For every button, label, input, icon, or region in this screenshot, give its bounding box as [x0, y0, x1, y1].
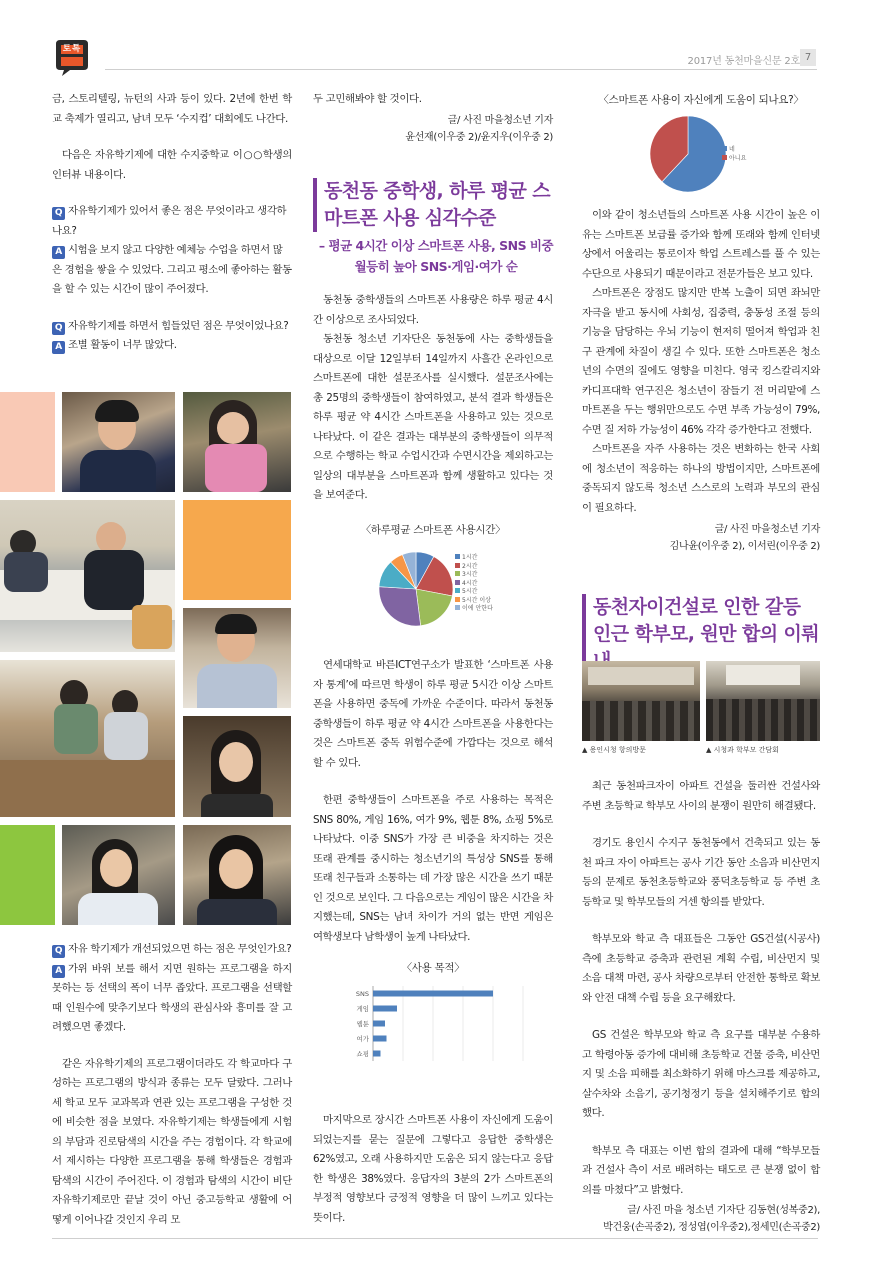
student-photo-2 — [183, 392, 291, 492]
col3-paragraph-5: 경기도 용인시 수지구 동천동에서 건축되고 있는 동천 파크 자이 아파트는 공사 기간 동안 소음과 비산먼지 등의 문제로 동천초등학교와 풍덕초등학교 등 주변 초등학교 및 학부모들의 거센 항의를 받았다. — [582, 837, 820, 908]
a-badge-icon: A — [52, 246, 65, 259]
q-badge-icon: Q — [52, 207, 65, 220]
col2-paragraph-4: 한편 중학생들이 스마트폰을 주로 사용하는 목적은 SNS 80%, 게임 16%, 여가 9%, 웹툰 8%, 쇼핑 5%로 나타났다. 이중 SNS가 가장 큰 비중을 차지하는 것은 또래 관계를 중시하는 청소년기의 특성상 SNS를 통해 또래 친구들과 소통하는 데 가장 많은 시간을 쓰기 때문인 것으로 보인다. 그 다음으로는 게임이 많은 시간을 차지했는데, SNS는 남녀 차이가 거의 없는 반면 게임은 여학생보다 남학생이 높게 나타났다. — [313, 794, 553, 943]
meeting-photo-2 — [706, 661, 820, 741]
legend-item — [722, 146, 746, 155]
legend-hours — [455, 554, 493, 614]
col3-paragraph-3: 스마트폰을 자주 사용하는 것은 변화하는 한국 사회에 청소년이 적응하는 하나의 방법이지만, 스마트폰에 중독되지 않도록 청소년 스스로의 노력과 부모의 관심이 필요하다. — [582, 443, 820, 514]
a-badge-icon: A — [52, 341, 65, 354]
column-2 — [313, 90, 553, 146]
issue-title: 2017년 동천마을신문 2호 — [687, 56, 800, 67]
headline-text: 동천동 중학생, 하루 평균 스마트폰 사용 심각수준 — [324, 180, 550, 229]
photo-collage — [0, 392, 292, 932]
bar-2 — [373, 1006, 397, 1012]
col2-paragraph-5: 마지막으로 장시간 스마트폰 사용이 자신에게 도움이 되었는지를 묻는 질문에 그렇다고 응답한 중학생은 62%였고, 오래 사용하지만 도움은 되지 않는다고 응답한 학생은 38%였다. 응답자의 3분의 2가 스마트폰의 부정적 영향보다 긍정적 영향을 더 많이 느끼고 있다는 뜻이다. — [313, 1114, 553, 1224]
col2-body-1 — [313, 291, 553, 506]
legend-swatch — [455, 571, 460, 576]
a-badge-icon: A — [52, 965, 65, 978]
chart-title-hours: 〈하루평균 스마트폰 사용시간〉 — [360, 524, 506, 536]
legend-item — [455, 554, 493, 563]
bar-chart-purpose — [343, 982, 543, 1072]
q-badge-icon: Q — [52, 945, 65, 958]
student-photo-5 — [62, 825, 175, 925]
chart-helpful — [582, 110, 820, 198]
interview-answer-1: A 시험을 보지 않고 다양한 예체능 수업을 하면서 많은 경험을 쌓을 수 있었다. 그리고 평소에 좋아하는 활동을 할 수 있는 시간이 많이 주어졌다. — [52, 244, 292, 295]
col3-paragraph-6: 학부모와 학교 측 대표들은 그동안 GS건설(시공사) 측에 초등학교 증축과 관련된 계획 수립, 비산먼지 및 소음 대책 마련, 공사 차량으로부터 안전한 통학로 확보와 안전 대책 수립 등을 요구해왔다. — [582, 933, 820, 1004]
interview-question-1: Q 자유학기제가 있어서 좋은 점은 무엇이라고 생각하나요? — [52, 205, 287, 237]
student-photo-3 — [183, 608, 291, 708]
col1-paragraph-1: 금, 스토리텔링, 뉴턴의 사과 등이 있다. 2년에 한번 학교 축제가 열리고, 남녀 모두 ‘수지컵’ 대회에도 나간다. — [52, 93, 292, 125]
bar-grid — [373, 986, 523, 1061]
pie-slice-4 — [379, 587, 421, 626]
col1-paragraph-3: 같은 자유학기제의 프로그램이더라도 각 학교마다 구성하는 프로그램의 방식과 종류는 모두 달랐다. 그러나 세 학교 모두 교과목과 연관 있는 프로그램을 구성한 것에 비슷한 점을 보였다. 자유학기제는 학생들에게 시험의 부담과 진로탐색의 시간을 주는 경험이다. 각 학교에서 제시하는 다양한 프로그램을 통해 학생들은 경험과 탐색의 시간이 주어진다. 이 경험과 탐색의 시간이 비단 자유학기제로만 끝날 것이 아닌 중고등학교 생활에 어떻게 이어나갈 것인지 우리 모 — [52, 1057, 292, 1226]
headline-2-text: 동천자이건설로 인한 갈등 인근 학부모, 원만 합의 이뤄 — [593, 596, 819, 645]
student-photo-4 — [183, 716, 291, 817]
chart-title-helpful: 〈스마트폰 사용이 자신에게 도움이 되나요?〉 — [598, 94, 804, 106]
photo-caption-2: ▲ 시청과 학부모 간담회 — [706, 746, 779, 754]
col2-body-2 — [313, 656, 553, 947]
bar-3 — [373, 1021, 385, 1027]
col3-paragraph-1: 이와 같이 청소년들의 스마트폰 사용 시간이 높은 이유는 스마트폰 보급률 증가와 함께 또래와 함께 인터넷상에서 어울리는 통로이자 학업 스트레스를 풀 수 있는 수단으로 사용되기 때문이라고 전문가들은 보고 있다. — [582, 209, 820, 280]
column-1-lower — [52, 940, 292, 1230]
credit-line-6: 박건웅(손곡중2), 정성엽(이우중2),정세민(손곡중2) — [603, 1222, 820, 1233]
bar-category-label: 웹툰 — [356, 1020, 369, 1028]
credit-line-3: 글/ 사진 마을청소년 기자 — [714, 524, 820, 535]
credit-line-5: 글/ 사진 마을 청소년 기자단 김동현(성복중2), — [627, 1205, 820, 1216]
legend-item — [455, 563, 493, 572]
legend-item — [455, 597, 493, 606]
interview-question-3: Q 자유 학기제가 개선되었으면 하는 점은 무엇인가요? — [52, 940, 292, 960]
legend-item — [455, 605, 493, 614]
bar-category-label: 게임 — [356, 1005, 369, 1013]
interview-answer-2: A 조별 활동이 너무 많았다. — [52, 336, 292, 356]
col3-body-1 — [582, 206, 820, 555]
credit-line-4: 김나윤(이우중 2), 이서린(이우중 2) — [669, 541, 820, 552]
page-number: 7 — [800, 49, 816, 66]
interview-question-2: Q 자유학기제를 하면서 힘들었던 점은 무엇이었나요? — [52, 317, 292, 337]
bar-category-label: 여가 — [356, 1035, 369, 1043]
color-block-green — [0, 825, 55, 925]
legend-swatch — [455, 563, 460, 568]
col3-body-2 — [582, 777, 820, 1236]
chart-purpose — [313, 978, 553, 1072]
legend-label: 네 — [729, 146, 735, 153]
legend-swatch — [722, 155, 727, 160]
legend-item — [455, 588, 493, 597]
col2-body-3 — [313, 1111, 553, 1228]
photo-caption-1: ▲ 용인시청 항의방문 — [582, 746, 646, 754]
legend-label: 5시간 — [462, 588, 478, 595]
q-badge-icon: Q — [52, 322, 65, 335]
student-photo-1 — [62, 392, 175, 492]
credit-line-1: 글/ 사진 마을청소년 기자 — [447, 114, 553, 126]
legend-helpful — [722, 146, 746, 163]
pie-chart-helpful — [648, 114, 728, 194]
logo — [52, 38, 92, 78]
color-block-orange — [183, 500, 291, 600]
col2-paragraph-1: 동천동 중학생들의 스마트폰 사용량은 하루 평균 4시간 이상으로 조사되었다. — [313, 294, 553, 326]
col2-paragraph-2: 동천동 청소년 기자단은 동천동에 사는 중학생들을 대상으로 이달 12일부터 14일까지 사흘간 온라인으로 스마트폰에 대한 설문조사를 실시했다. 설문조사에는 총 25명의 중학생들이 참여하였고, 분석 결과 학생들은 하루 평균 약 4시간 스마트폰을 사용하고 있는 것으로 나타났다. 이 같은 결과는 대부분의 중학생들이 의무적으로 수행하는 학교 수업시간과 수면시간을 제외하고는 일상의 대부분을 스마트폰과 함께 생활하고 있다는 것을 보여준다. — [313, 333, 553, 501]
classroom-photo — [0, 500, 175, 652]
legend-label: 1시간 — [462, 554, 478, 561]
chart-hours — [313, 540, 553, 638]
header-rule — [105, 69, 817, 70]
col1-paragraph-2: 다음은 자유학기제에 대한 수지중학교 이○○학생의 인터뷰 내용이다. — [52, 149, 292, 181]
bar-1 — [373, 991, 493, 997]
legend-label: 아니요 — [729, 154, 747, 162]
col2-paragraph-3: 연세대학교 바른ICT연구소가 발표한 ‘스마트폰 사용자 통계’에 따르면 학생이 하루 평균 5시간 이상 스마트폰을 사용하면 중독에 가까운 수준이다. 따라서 동천동 중학생들이 하루 평균 약 4시간 스마트폰을 사용한다는 것은 스마트폰 중독 위험수준에 가깝다는 것으로 해석할 수 있다. — [313, 659, 553, 769]
legend-item — [455, 580, 493, 589]
bar-category-label: SNS — [355, 990, 369, 998]
legend-swatch — [722, 146, 727, 151]
meeting-photo-1 — [582, 661, 700, 741]
color-block-pink — [0, 392, 55, 492]
col3-paragraph-7: GS 건설은 학부모와 학교 측 요구를 대부분 수용하고 학령아동 증가에 대비해 초등학교 건물 증축, 비산먼지 및 소음 피해를 최소화하기 위해 마스크를 제공하고, 살수차와 소음기, 공기청정기 등을 설치해주기로 합의했다. — [582, 1029, 820, 1119]
legend-label: 2시간 — [462, 562, 478, 570]
credit-line-2: 윤선재(이우중 2)/윤지우(이우중 2) — [405, 131, 553, 143]
legend-label: 3시간 — [462, 571, 478, 578]
legend-swatch — [455, 605, 460, 610]
student-photo-6 — [183, 825, 291, 925]
legend-swatch — [455, 597, 460, 602]
legend-swatch — [455, 588, 460, 593]
pie-chart-hours — [371, 544, 461, 634]
article-subhead: – 평균 4시간 이상 스마트폰 사용, SNS 비중 월등히 높아 SNS·게임·여가 순 — [318, 238, 554, 274]
col2-continued: 두 고민해봐야 할 것이다. — [313, 93, 422, 105]
legend-swatch — [455, 554, 460, 559]
legend-label: 4시간 — [462, 579, 478, 587]
legend-swatch — [455, 580, 460, 585]
col3-paragraph-8: 학부모 측 대표는 이번 합의 결과에 대해 “학부모들과 건설사 측이 서로 배려하는 태도로 큰 분쟁 없이 합의를 마쳤다”고 밝혔다. — [582, 1144, 820, 1196]
chart-title-purpose: 〈사용 목적〉 — [401, 962, 465, 974]
legend-label: 이에 안한다 — [462, 605, 493, 612]
col3-paragraph-4: 최근 동천파크자이 아파트 건설을 둘러싼 건설사와 주변 초등학교 학부모 사이의 분쟁이 원만히 해결됐다. — [582, 780, 820, 812]
legend-label: 5시간 이상 — [462, 596, 491, 604]
classroom-photo-2 — [0, 660, 175, 817]
bar-category-label: 쇼핑 — [356, 1050, 369, 1058]
bar-5 — [373, 1051, 381, 1057]
footer-rule — [52, 1238, 818, 1239]
logo-text: 토톡 — [62, 44, 82, 54]
article-headline — [313, 178, 554, 232]
interview-answer-3: A 가위 바위 보를 해서 지면 원하는 프로그램을 하지 못하는 등 선택의 폭이 너무 좁았다. 프로그램을 선택할 때 인원수에 맞추기보다 학생의 관심사와 흥미를 잘 고려했으면 좋겠다. — [52, 962, 292, 1033]
bar-4 — [373, 1036, 387, 1042]
col3-paragraph-2: 스마트폰은 장점도 많지만 반복 노출이 되면 좌뇌만 자극을 받고 동시에 사회성, 집중력, 충동성 조절 등의 기능을 담당하는 우뇌 기능이 현저히 떨어져 학업과 친구 관계에 차질이 생길 수 있다. 또한 스마트폰은 청소년의 수면의 질에도 영향을 미친다. 영국 킹스칼리지와 카디프대학 연구진은 청소년이 잠들기 전 머리맡에 스마트폰을 두는 행위만으로도 수면 부족 가능성이 79%, 수면 질 저하 가능성이 46% 각각 증가한다고 전했다. — [582, 287, 820, 436]
legend-item — [455, 571, 493, 580]
column-1 — [52, 90, 292, 356]
legend-item — [722, 155, 746, 164]
